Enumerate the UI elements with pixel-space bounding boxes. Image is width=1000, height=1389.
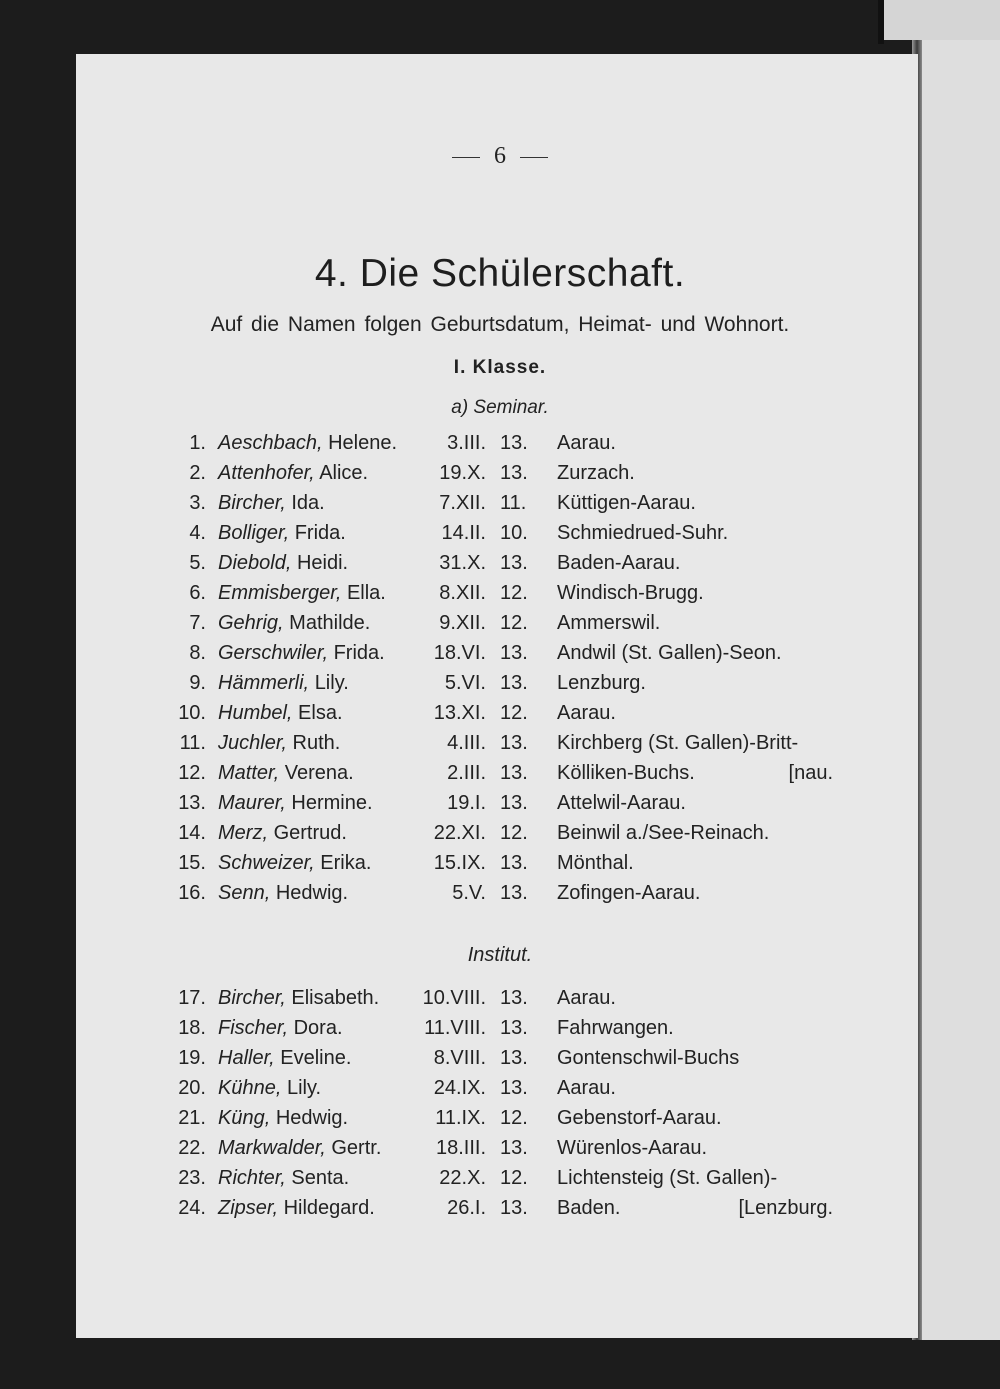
student-given-name: Eveline. (280, 1047, 352, 1069)
birth-date: 18.III. (435, 1137, 486, 1159)
birth-date: 2.III. (447, 762, 486, 784)
student-given-name: Lily. (286, 1077, 322, 1099)
student-surname: Richter, (218, 1167, 286, 1189)
birth-year: 13. (500, 642, 528, 664)
student-given-name: Erika. (320, 852, 372, 874)
student-given-name: Frida. (333, 642, 385, 664)
home-town: Kirchberg (St. Gallen)-Britt- (557, 732, 799, 754)
student-surname: Schweizer, (218, 852, 315, 874)
student-row (0, 702, 1000, 732)
birth-year: 13. (500, 762, 528, 784)
birth-date: 14.II. (441, 522, 486, 544)
student-given-name: Gertrud. (273, 822, 347, 844)
student-name (218, 522, 346, 545)
student-number: 10. (178, 702, 206, 724)
student-number: 23. (178, 1167, 206, 1189)
student-number: 15. (178, 852, 206, 874)
student-surname: Emmisberger, (218, 582, 342, 604)
student-name (218, 582, 386, 605)
home-town: Ammerswil. (557, 612, 661, 634)
birth-year: 13. (500, 852, 528, 874)
home-town: Aarau. (557, 702, 616, 724)
student-surname: Haller, (218, 1047, 275, 1069)
student-surname: Bircher, (218, 492, 286, 514)
student-surname: Gerschwiler, (218, 642, 329, 664)
birth-date: 11.VIII. (424, 1017, 486, 1039)
student-surname: Attenhofer, (218, 462, 315, 484)
student-surname: Juchler, (218, 732, 287, 754)
student-surname: Matter, (218, 762, 280, 784)
student-number: 1. (189, 432, 206, 454)
student-name (218, 492, 325, 515)
home-town: Andwil (St. Gallen)-Seon. (557, 642, 782, 664)
student-surname: Aeschbach, (218, 432, 323, 454)
home-town: Mönthal. (557, 852, 634, 874)
student-name (218, 612, 370, 635)
student-row (0, 642, 1000, 672)
student-given-name: Mathilde. (289, 612, 371, 634)
birth-date: 22.XI. (433, 822, 486, 844)
student-surname: Küng, (218, 1107, 271, 1129)
birth-date: 8.XII. (439, 582, 486, 604)
home-town: Baden-Aarau. (557, 552, 681, 574)
student-row (0, 987, 1000, 1017)
student-surname: Maurer, (218, 792, 286, 814)
home-town: Schmiedrued-Suhr. (557, 522, 729, 544)
student-surname: Gehrig, (218, 612, 284, 634)
home-town: Aarau. (557, 987, 616, 1009)
student-number: 2. (189, 462, 206, 484)
home-town: Windisch-Brugg. (557, 582, 704, 604)
birth-year: 13. (500, 732, 528, 754)
class-heading: I. Klasse. (453, 357, 547, 378)
home-town: Fahrwangen. (557, 1017, 674, 1039)
birth-date: 15.IX. (433, 852, 486, 874)
student-surname: Humbel, (218, 702, 293, 724)
student-surname: Fischer, (218, 1017, 289, 1039)
section-heading-seminar: a) Seminar. (451, 397, 549, 418)
student-name (218, 552, 348, 575)
home-town: Würenlos-Aarau. (557, 1137, 708, 1159)
home-town: Lenzburg. (557, 672, 646, 694)
birth-date: 31.X. (439, 552, 486, 574)
student-name (218, 882, 348, 905)
student-number: 12. (178, 762, 206, 784)
birth-date: 8.VIII. (433, 1047, 486, 1069)
student-given-name: Hedwig. (275, 882, 349, 904)
student-number: 5. (189, 552, 206, 574)
birth-date: 10.VIII. (422, 987, 486, 1009)
student-name (218, 1107, 348, 1130)
birth-date: 5.V. (452, 882, 486, 904)
line-continuation: [Lenzburg. (738, 1197, 833, 1219)
birth-year: 13. (500, 552, 528, 574)
birth-year: 13. (500, 1017, 528, 1039)
student-name (218, 672, 349, 695)
page-number (0, 143, 1000, 170)
student-row (0, 582, 1000, 612)
student-row (0, 1077, 1000, 1107)
student-surname: Zipser, (218, 1197, 279, 1219)
student-given-name: Frida. (294, 522, 346, 544)
student-name (218, 792, 373, 815)
home-town: Zofingen-Aarau. (557, 882, 701, 904)
student-number: 24. (178, 1197, 206, 1219)
page-number-dash-right (520, 157, 548, 158)
student-number: 13. (178, 792, 206, 814)
student-row (0, 612, 1000, 642)
birth-date: 26.I. (447, 1197, 486, 1219)
student-number: 18. (178, 1017, 206, 1039)
student-name (218, 987, 379, 1010)
birth-date: 4.III. (447, 732, 486, 754)
section-heading-institut: Institut. (467, 944, 533, 966)
student-name (218, 432, 397, 455)
birth-year: 10. (500, 522, 528, 544)
student-row (0, 1017, 1000, 1047)
student-given-name: Ruth. (292, 732, 341, 754)
home-town: Lichtensteig (St. Gallen)- (557, 1167, 778, 1189)
home-town: Aarau. (557, 432, 616, 454)
home-town: Baden. (557, 1197, 621, 1219)
student-row (0, 882, 1000, 912)
birth-year: 12. (500, 582, 528, 604)
student-row (0, 852, 1000, 882)
student-row (0, 792, 1000, 822)
student-name (218, 762, 354, 785)
home-town: Gontenschwil-Buchs (557, 1047, 740, 1069)
page-number-value: 6 (494, 143, 506, 169)
page-subtitle: Auf die Namen folgen Geburtsdatum, Heimat- und Wohnort. (210, 313, 790, 336)
birth-year: 13. (500, 882, 528, 904)
student-given-name: Hedwig. (275, 1107, 349, 1129)
student-row (0, 1137, 1000, 1167)
student-surname: Markwalder, (218, 1137, 326, 1159)
student-number: 19. (178, 1047, 206, 1069)
birth-date: 19.I. (447, 792, 486, 814)
student-given-name: Elsa. (298, 702, 343, 724)
student-name (218, 822, 347, 845)
home-town: Gebenstorf-Aarau. (557, 1107, 722, 1129)
student-number: 8. (189, 642, 206, 664)
student-row (0, 492, 1000, 522)
student-number: 4. (189, 522, 206, 544)
student-row (0, 672, 1000, 702)
birth-date: 3.III. (447, 432, 486, 454)
student-name (218, 462, 368, 485)
birth-year: 13. (500, 792, 528, 814)
student-given-name: Ida. (291, 492, 325, 514)
birth-date: 5.VI. (444, 672, 486, 694)
student-row (0, 732, 1000, 762)
student-number: 22. (178, 1137, 206, 1159)
student-row (0, 1167, 1000, 1197)
student-given-name: Helene. (328, 432, 398, 454)
birth-date: 11.IX. (435, 1107, 486, 1129)
birth-date: 9.XII. (439, 612, 486, 634)
student-name (218, 852, 371, 875)
student-given-name: Alice. (319, 462, 369, 484)
birth-year: 12. (500, 1167, 528, 1189)
student-row (0, 1047, 1000, 1077)
student-surname: Diebold, (218, 552, 292, 574)
student-given-name: Ella. (346, 582, 386, 604)
student-number: 16. (178, 882, 206, 904)
student-number: 6. (189, 582, 206, 604)
student-given-name: Heidi. (296, 552, 349, 574)
student-surname: Merz, (218, 822, 268, 844)
birth-date: 7.XII. (439, 492, 486, 514)
page-number-dash-left (452, 157, 480, 158)
student-given-name: Senta. (291, 1167, 350, 1189)
student-row (0, 1107, 1000, 1137)
page-edge-shadow (878, 0, 884, 44)
student-given-name: Hildegard. (283, 1197, 375, 1219)
student-row (0, 1197, 1000, 1227)
student-given-name: Lily. (314, 672, 349, 694)
student-number: 17. (178, 987, 206, 1009)
home-town: Küttigen-Aarau. (557, 492, 696, 514)
neighbor-page-top (880, 0, 1000, 40)
student-name (218, 732, 340, 755)
birth-year: 13. (500, 1077, 528, 1099)
birth-year: 12. (500, 702, 528, 724)
student-given-name: Hermine. (291, 792, 373, 814)
birth-year: 11. (500, 492, 527, 514)
student-name (218, 642, 385, 665)
birth-year: 13. (500, 672, 528, 694)
home-town: Attelwil-Aarau. (557, 792, 686, 814)
student-number: 21. (178, 1107, 206, 1129)
student-surname: Bircher, (218, 987, 286, 1009)
birth-year: 12. (500, 822, 528, 844)
birth-date: 19.X. (439, 462, 486, 484)
student-name (218, 1167, 349, 1190)
student-given-name: Verena. (284, 762, 354, 784)
student-given-name: Gertr. (331, 1137, 382, 1159)
home-town: Zurzach. (557, 462, 635, 484)
birth-year: 13. (500, 1137, 528, 1159)
student-number: 9. (189, 672, 206, 694)
student-name (218, 1077, 321, 1100)
student-row (0, 762, 1000, 792)
student-number: 20. (178, 1077, 206, 1099)
line-continuation: [nau. (788, 762, 833, 784)
student-name (218, 1047, 351, 1070)
home-town: Kölliken-Buchs. (557, 762, 695, 784)
student-row (0, 822, 1000, 852)
birth-date: 18.VI. (433, 642, 486, 664)
student-row (0, 552, 1000, 582)
student-given-name: Dora. (293, 1017, 343, 1039)
birth-date: 24.IX. (433, 1077, 486, 1099)
birth-year: 13. (500, 1197, 528, 1219)
student-name (218, 702, 343, 725)
student-number: 11. (179, 732, 206, 754)
birth-date: 22.X. (439, 1167, 486, 1189)
birth-year: 13. (500, 432, 528, 454)
home-town: Beinwil a./See-Reinach. (557, 822, 770, 844)
student-name (218, 1197, 375, 1220)
student-number: 14. (178, 822, 206, 844)
student-name (218, 1017, 343, 1040)
student-surname: Kühne, (218, 1077, 282, 1099)
page-title: 4. Die Schülerschaft. (314, 252, 686, 295)
student-number: 3. (189, 492, 206, 514)
student-number: 7. (189, 612, 206, 634)
student-given-name: Elisabeth. (291, 987, 380, 1009)
student-surname: Senn, (218, 882, 271, 904)
birth-year: 13. (500, 462, 528, 484)
student-row (0, 462, 1000, 492)
student-row (0, 522, 1000, 552)
birth-year: 12. (500, 1107, 528, 1129)
birth-year: 13. (500, 987, 528, 1009)
birth-year: 13. (500, 1047, 528, 1069)
birth-year: 12. (500, 612, 528, 634)
home-town: Aarau. (557, 1077, 616, 1099)
student-row (0, 432, 1000, 462)
student-name (218, 1137, 381, 1160)
student-surname: Hämmerli, (218, 672, 310, 694)
student-surname: Bolliger, (218, 522, 290, 544)
birth-date: 13.XI. (433, 702, 486, 724)
